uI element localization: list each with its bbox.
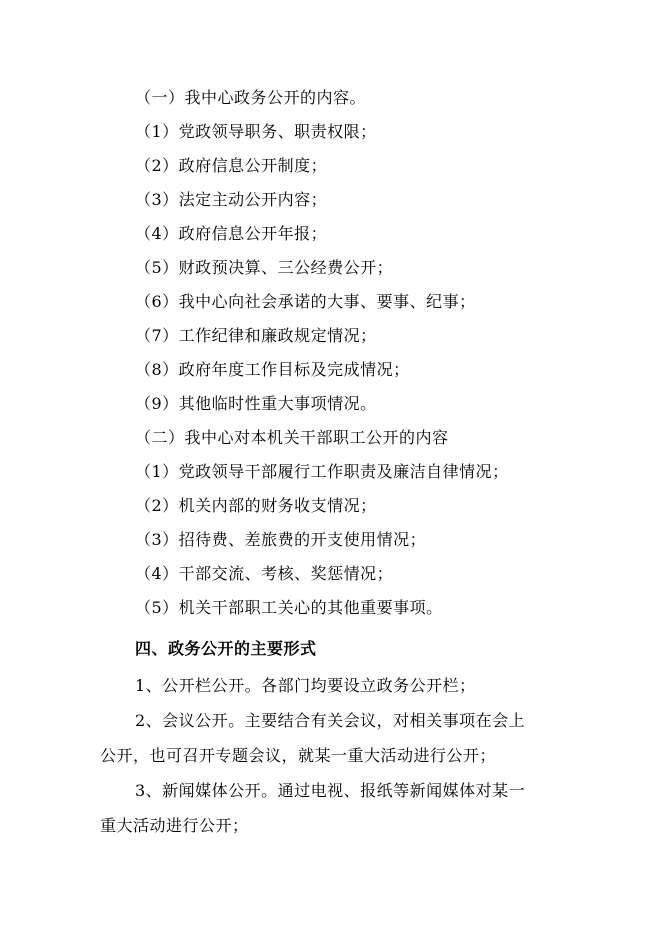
list-item: （1）党政领导干部履行工作职责及廉洁自律情况； — [135, 462, 509, 481]
list-item: （2）机关内部的财务收支情况； — [135, 496, 377, 515]
list-item: （3）招待费、差旅费的开支使用情况； — [135, 530, 427, 549]
paragraph-2-line-2: 公开，也可召开专题会议，就某一重大活动进行公开； — [100, 746, 497, 765]
list-item: （5）机关干部职工关心的其他重要事项。 — [135, 598, 443, 617]
list-item: （3）法定主动公开内容； — [135, 190, 328, 209]
list-item: （6）我中心向社会承诺的大事、要事、纪事； — [135, 292, 476, 311]
section-two-heading: （二）我中心对本机关干部职工公开的内容 — [135, 428, 449, 447]
paragraph-3-line-2: 重大活动进行公开； — [100, 816, 249, 835]
list-item: （2）政府信息公开制度； — [135, 156, 328, 175]
list-item: （5）财政预决算、三公经费公开； — [135, 258, 394, 277]
section-one-heading: （一）我中心政务公开的内容。 — [135, 88, 367, 107]
paragraph-2-line-1: 2、会议公开。主要结合有关会议，对相关事项在会上 — [135, 711, 526, 730]
list-item: （1）党政领导职务、职责权限； — [135, 122, 377, 141]
list-item: （4）政府信息公开年报； — [135, 224, 328, 243]
section-four-heading: 四、政务公开的主要形式 — [135, 639, 317, 658]
list-item: （7）工作纪律和廉政规定情况； — [135, 326, 377, 345]
list-item: （4）干部交流、考核、奖惩情况； — [135, 564, 394, 583]
paragraph-1: 1、公开栏公开。各部门均要设立政务公开栏； — [135, 676, 476, 695]
list-item: （8）政府年度工作目标及完成情况； — [135, 360, 410, 379]
paragraph-3-line-1: 3、新闻媒体公开。通过电视、报纸等新闻媒体对某一 — [135, 781, 526, 800]
list-item: （9）其他临时性重大事项情况。 — [135, 394, 377, 413]
